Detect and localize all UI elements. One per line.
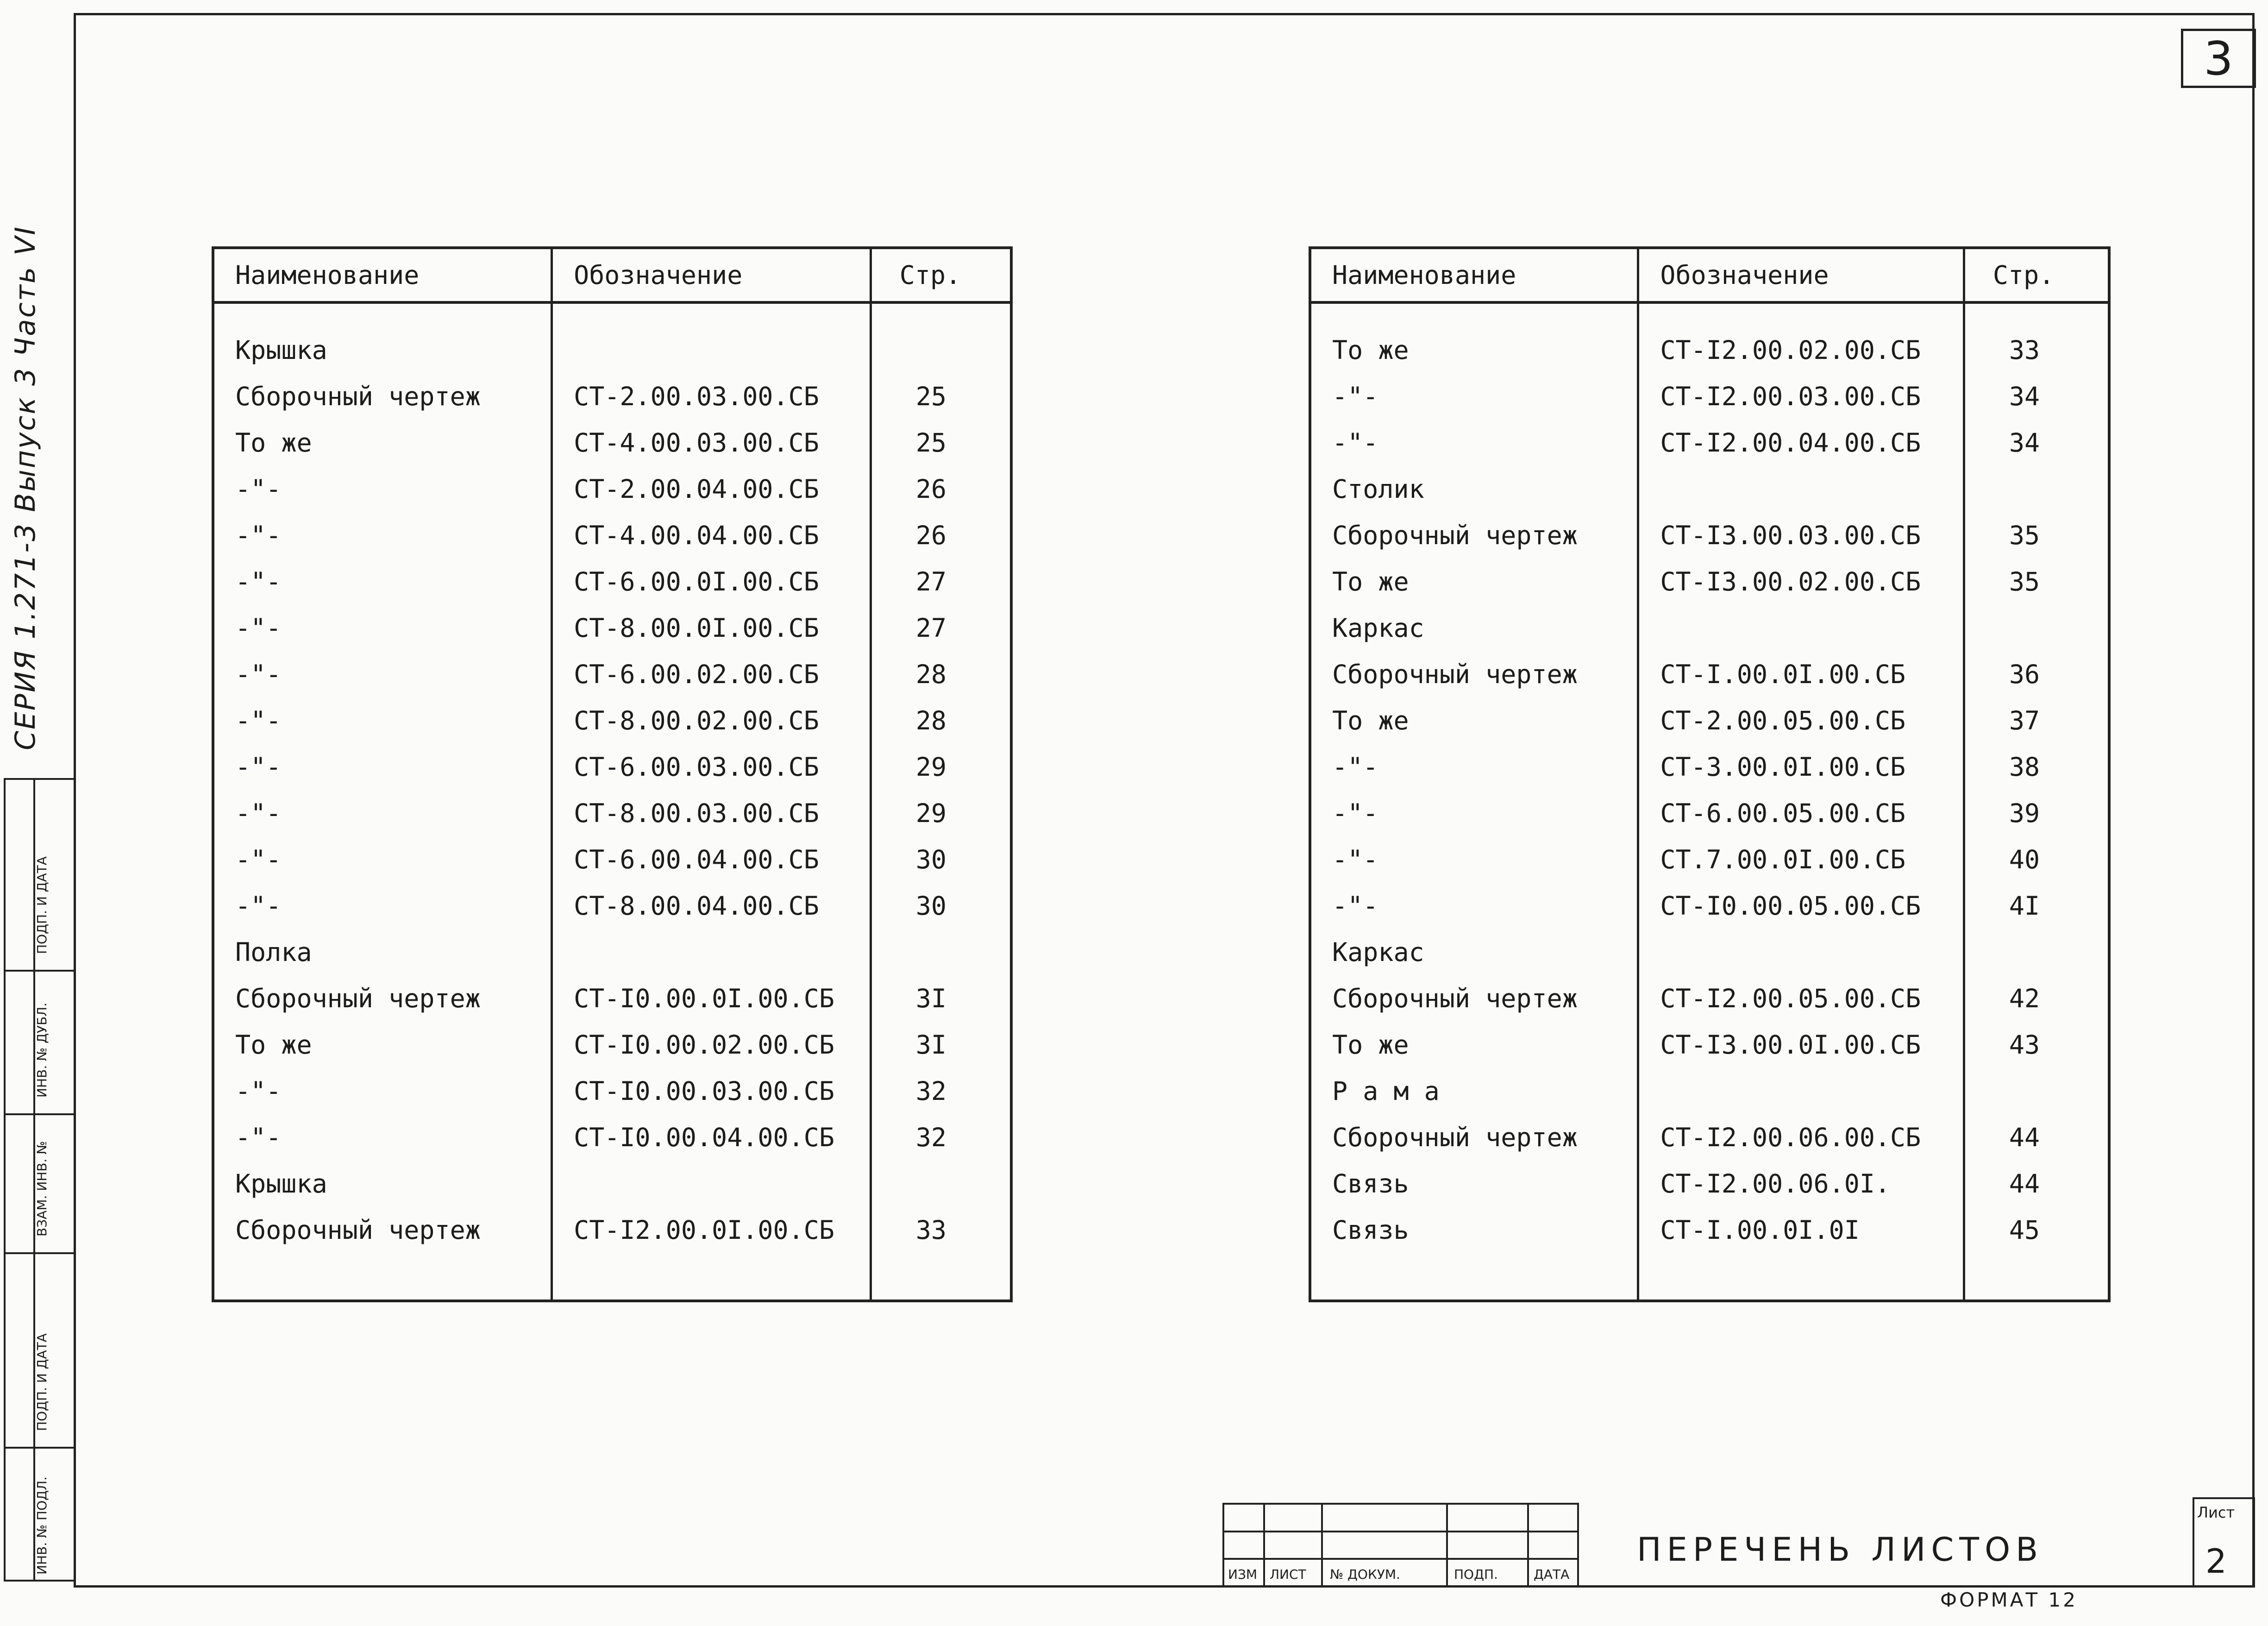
row-name: -"- [1310,790,1638,836]
table-row [213,697,1011,744]
row-code: СТ-I.00.0I.0I [1638,1207,1964,1253]
revision-grid [1222,1503,1579,1588]
row-code: СТ-6.00.02.00.СБ [552,651,871,697]
row-page: 27 [871,559,1011,605]
row-code: СТ.7.00.0I.00.СБ [1638,836,1964,883]
row-name: -"- [213,466,552,512]
table-row [213,1068,1011,1114]
table-row [1310,466,2109,512]
row-page: 28 [871,651,1011,697]
rev-col-label: ЛИСТ [1270,1567,1306,1582]
row-name: Крышка [213,327,552,373]
row-name: Сборочный чертеж [213,1207,552,1253]
row-page [1964,929,2109,975]
row-name: Сборочный чертеж [1310,651,1638,697]
table-row [1310,373,2109,420]
row-name: -"- [1310,373,1638,420]
row-page: 3I [871,1022,1011,1068]
table-row [1310,651,2109,697]
row-name: Крышка [213,1161,552,1207]
row-name: -"- [213,790,552,836]
row-page: 32 [871,1114,1011,1161]
row-page [1964,605,2109,651]
table-row [213,559,1011,605]
row-name: -"- [213,1068,552,1114]
row-code: СТ-4.00.03.00.СБ [552,420,871,466]
stamp-label: ВЗАМ. ИНВ. № [34,1141,50,1237]
row-page [1964,466,2109,512]
header-name: Наименование [1310,248,1638,302]
row-name: -"- [213,744,552,790]
row-code: СТ-2.00.05.00.СБ [1638,697,1964,744]
table-row [1310,1114,2109,1161]
row-code: СТ-I2.00.06.0I. [1638,1161,1964,1207]
row-page: 3I [871,975,1011,1022]
row-page: 33 [871,1207,1011,1253]
table-row [1310,1207,2109,1253]
row-name: -"- [213,512,552,559]
row-name: То же [213,420,552,466]
row-page: 26 [871,466,1011,512]
table-row [1310,744,2109,790]
table-row [213,1114,1011,1161]
stamp-label: ИНВ. № ДУБЛ. [34,1002,50,1098]
row-name: -"- [1310,883,1638,929]
row-code: СТ-I2.00.02.00.СБ [1638,327,1964,373]
header-page: Стр. [871,248,1011,302]
sheet-number: 2 [2205,1542,2227,1581]
format-label: ФОРМАТ 12 [1940,1588,2078,1611]
row-page: 37 [1964,697,2109,744]
row-code: СТ-I2.00.05.00.СБ [1638,975,1964,1022]
rev-col-label: ПОДП. [1454,1567,1498,1582]
table-row [1310,836,2109,883]
row-page: 25 [871,373,1011,420]
row-page: 39 [1964,790,2109,836]
header-code: Обозначение [1638,248,1964,302]
table-row [1310,327,2109,373]
stamp-column [4,778,74,1582]
row-code [552,327,871,373]
row-name: Связь [1310,1207,1638,1253]
row-page: 42 [1964,975,2109,1022]
row-page [1964,1068,2109,1114]
header-name: Наименование [213,248,552,302]
row-page: 29 [871,744,1011,790]
row-page: 4I [1964,883,2109,929]
row-name: -"- [213,836,552,883]
table-row [213,1207,1011,1253]
table-row [1310,605,2109,651]
row-page: 29 [871,790,1011,836]
row-code: СТ-I0.00.05.00.СБ [1638,883,1964,929]
row-name: Столик [1310,466,1638,512]
row-name: Сборочный чертеж [1310,512,1638,559]
stamp-label: ПОДП. И ДАТА [34,856,50,954]
row-name: -"- [1310,744,1638,790]
row-name: Сборочный чертеж [213,975,552,1022]
table-row [1310,790,2109,836]
row-page [871,1161,1011,1207]
row-code [1638,1068,1964,1114]
row-name: Каркас [1310,605,1638,651]
header-page: Стр. [1964,248,2109,302]
row-code: СТ-3.00.0I.00.СБ [1638,744,1964,790]
table-row [213,790,1011,836]
row-page: 25 [871,420,1011,466]
row-page: 26 [871,512,1011,559]
row-code [1638,605,1964,651]
rev-col-label: ДАТА [1534,1567,1570,1582]
table-row [213,744,1011,790]
table-row [213,466,1011,512]
table-row [1310,1022,2109,1068]
row-code: СТ-8.00.02.00.СБ [552,697,871,744]
row-name: То же [1310,697,1638,744]
table-row [213,651,1011,697]
page-number: 3 [2181,29,2256,88]
row-page: 34 [1964,373,2109,420]
row-name: -"- [213,1114,552,1161]
header-code: Обозначение [552,248,871,302]
row-code: СТ-I0.00.04.00.СБ [552,1114,871,1161]
table-row [213,327,1011,373]
row-code: СТ-6.00.04.00.СБ [552,836,871,883]
table-row [213,836,1011,883]
table-row [213,605,1011,651]
table-row [1310,559,2109,605]
row-code: СТ-I3.00.03.00.СБ [1638,512,1964,559]
row-code: СТ-I2.00.03.00.СБ [1638,373,1964,420]
row-page [871,327,1011,373]
table-row [1310,929,2109,975]
row-code: СТ-6.00.05.00.СБ [1638,790,1964,836]
row-page: 30 [871,883,1011,929]
row-page: 35 [1964,512,2109,559]
table-row [213,929,1011,975]
sheet-box [2193,1497,2255,1588]
row-page: 38 [1964,744,2109,790]
row-page: 44 [1964,1114,2109,1161]
stamp-label: ПОДП. И ДАТА [34,1333,50,1431]
row-code: СТ-I2.00.04.00.СБ [1638,420,1964,466]
table-row [1310,420,2109,466]
row-code: СТ-I.00.0I.00.СБ [1638,651,1964,697]
row-code: СТ-2.00.03.00.СБ [552,373,871,420]
row-code: СТ-8.00.03.00.СБ [552,790,871,836]
row-name: -"- [1310,420,1638,466]
row-code [552,1161,871,1207]
row-name: Сборочный чертеж [1310,1114,1638,1161]
row-page: 36 [1964,651,2109,697]
row-code: СТ-6.00.0I.00.СБ [552,559,871,605]
rev-col-label: ИЗМ [1228,1567,1258,1582]
row-code: СТ-I2.00.0I.00.СБ [552,1207,871,1253]
row-page: 40 [1964,836,2109,883]
row-name: Полка [213,929,552,975]
row-code [1638,466,1964,512]
row-code: СТ-4.00.04.00.СБ [552,512,871,559]
row-name: -"- [213,883,552,929]
row-page: 33 [1964,327,2109,373]
row-code: СТ-8.00.04.00.СБ [552,883,871,929]
row-name: То же [213,1022,552,1068]
row-code: СТ-I3.00.0I.00.СБ [1638,1022,1964,1068]
row-name: То же [1310,559,1638,605]
sheet-label: Лист [2197,1504,2235,1521]
sheet-list-table-left [212,246,1013,1302]
row-page: 30 [871,836,1011,883]
title-block [1222,1503,2255,1588]
row-code [1638,929,1964,975]
row-name: То же [1310,1022,1638,1068]
document-title: ПЕРЕЧЕНЬ ЛИСТОВ [1637,1531,2044,1569]
row-code: СТ-I0.00.03.00.СБ [552,1068,871,1114]
row-page: 43 [1964,1022,2109,1068]
table-row [1310,883,2109,929]
rev-col-label: № ДОКУМ. [1330,1567,1400,1582]
row-code: СТ-I0.00.0I.00.СБ [552,975,871,1022]
row-name: Связь [1310,1161,1638,1207]
table-row [1310,512,2109,559]
row-page: 34 [1964,420,2109,466]
row-name: Р а м а [1310,1068,1638,1114]
row-code: СТ-2.00.04.00.СБ [552,466,871,512]
row-name: Сборочный чертеж [213,373,552,420]
table-row [213,512,1011,559]
row-code [552,929,871,975]
table-row [1310,975,2109,1022]
row-page: 32 [871,1068,1011,1114]
row-code: СТ-6.00.03.00.СБ [552,744,871,790]
table-row [1310,697,2109,744]
row-page: 44 [1964,1161,2109,1207]
row-page [871,929,1011,975]
table-row [213,373,1011,420]
sheet-list-table-right [1309,246,2111,1302]
row-code: СТ-I2.00.06.00.СБ [1638,1114,1964,1161]
row-name: -"- [213,559,552,605]
stamp-label: ИНВ. № ПОДЛ. [34,1476,50,1575]
table-row [1310,1068,2109,1114]
row-page: 45 [1964,1207,2109,1253]
row-name: То же [1310,327,1638,373]
row-name: -"- [1310,836,1638,883]
row-name: -"- [213,697,552,744]
row-code: СТ-I0.00.02.00.СБ [552,1022,871,1068]
table-row [213,1022,1011,1068]
table-row [213,883,1011,929]
row-name: Каркас [1310,929,1638,975]
row-page: 35 [1964,559,2109,605]
row-page: 27 [871,605,1011,651]
row-name: Сборочный чертеж [1310,975,1638,1022]
table-row [1310,1161,2109,1207]
row-code: СТ-8.00.0I.00.СБ [552,605,871,651]
table-row [213,420,1011,466]
table-row [213,1161,1011,1207]
series-title: СЕРИЯ 1.271-3 Выпуск 3 Часть VI [9,225,42,750]
row-page: 28 [871,697,1011,744]
row-code: СТ-I3.00.02.00.СБ [1638,559,1964,605]
table-row [213,975,1011,1022]
row-name: -"- [213,605,552,651]
row-name: -"- [213,651,552,697]
